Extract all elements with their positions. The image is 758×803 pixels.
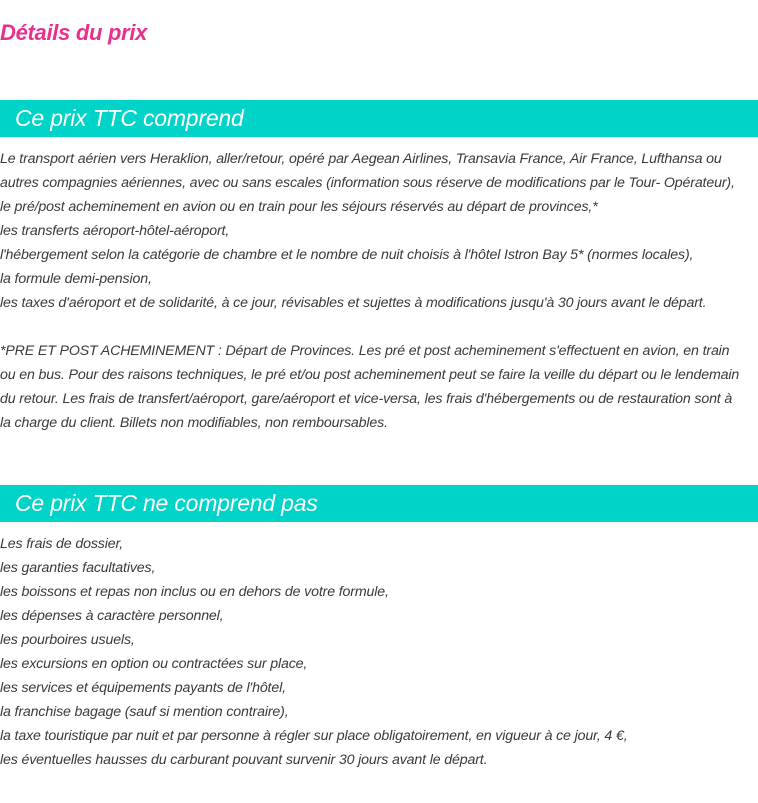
includes-list [0,147,756,315]
note-line: la charge du client. Billets non modifiables, non remboursables. [0,415,388,431]
includes-line: l'hébergement selon la catégorie de chambre et le nombre de nuit choisis à l'hôtel Istron Bay 5* (normes locales), [0,247,694,263]
excludes-line: les pourboires usuels, [0,632,135,648]
includes-line: les taxes d'aéroport et de solidarité, à ce jour, révisables et sujettes à modifications jusqu'à 30 jours avant le départ. [0,295,707,311]
excludes-line: les boissons et repas non inclus ou en dehors de votre formule, [0,584,389,600]
page-title: Détails du prix [0,20,148,45]
includes-line: Le transport aérien vers Heraklion, aller/retour, opéré par Aegean Airlines, Transavia France, Air France, Lufthansa ou [0,151,722,167]
excludes-line: les garanties facultatives, [0,560,156,576]
excludes-section-header [0,485,758,522]
excludes-line: les services et équipements payants de l'hôtel, [0,680,286,696]
includes-heading: Ce prix TTC comprend [15,105,244,131]
includes-line: autres compagnies aériennes, avec ou sans escales (information sous réserve de modifications par le Tour- Opérateur), [0,175,735,191]
acheminement-note [0,339,756,435]
excludes-list [0,532,756,772]
note-line: *PRE ET POST ACHEMINEMENT : Départ de Provinces. Les pré et post acheminement s'effectuent en avion, en train [0,343,730,359]
includes-section-header [0,100,758,137]
excludes-line: les dépenses à caractère personnel, [0,608,224,624]
includes-line: les transferts aéroport-hôtel-aéroport, [0,223,230,239]
note-line: du retour. Les frais de transfert/aéroport, gare/aéroport et vice-versa, les frais d'hébergements ou de restauration sont à [0,391,733,407]
excludes-line: les éventuelles hausses du carburant pouvant survenir 30 jours avant le départ. [0,752,488,768]
excludes-line: la franchise bagage (sauf si mention contraire), [0,704,289,720]
excludes-line: les excursions en option ou contractées sur place, [0,656,308,672]
includes-line: le pré/post acheminement en avion ou en train pour les séjours réservés au départ de provinces,* [0,199,598,215]
note-line: ou en bus. Pour des raisons techniques, le pré et/ou post acheminement peut se faire la veille du départ ou le lendemain [0,367,740,383]
includes-line: la formule demi-pension, [0,271,152,287]
excludes-line: Les frais de dossier, [0,536,124,552]
excludes-line: la taxe touristique par nuit et par personne à régler sur place obligatoirement, en vigueur à ce jour, 4 €, [0,728,628,744]
excludes-heading: Ce prix TTC ne comprend pas [15,490,318,516]
